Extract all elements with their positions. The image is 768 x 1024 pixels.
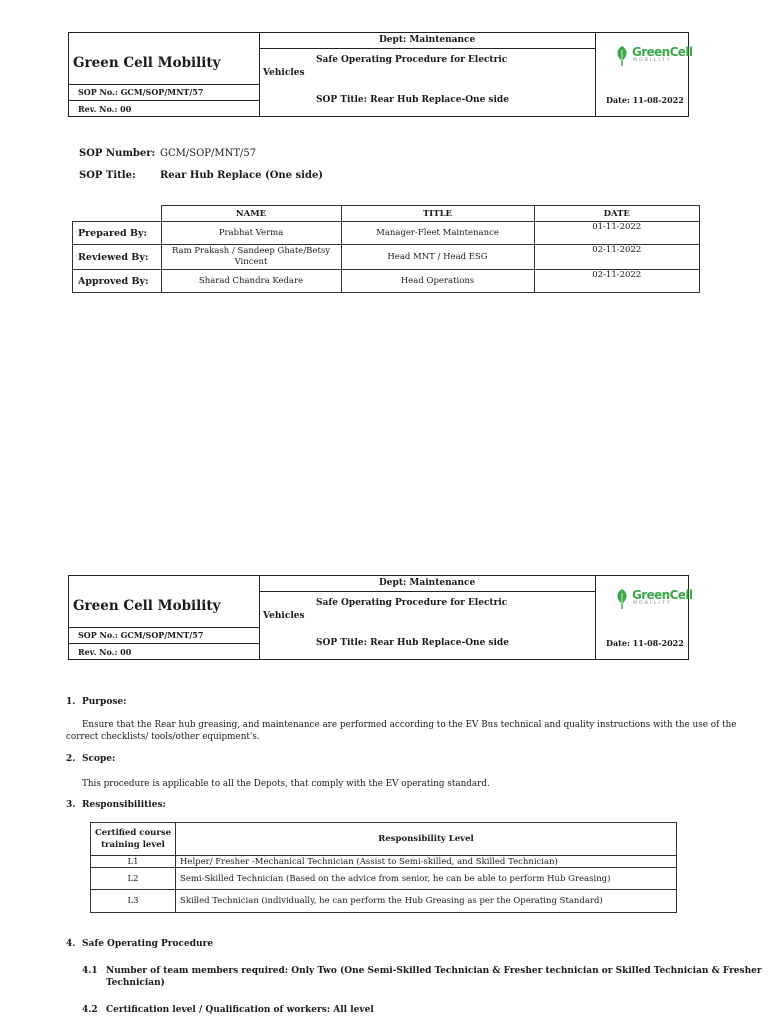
col-header-name: NAME: [161, 206, 341, 222]
sop-title-value: Rear Hub Replace (One side): [160, 170, 324, 181]
company-name: Green Cell Mobility: [73, 55, 221, 71]
responsibilities-heading: Responsibilities:: [82, 800, 166, 810]
col-header-training-line2: training level: [101, 840, 165, 850]
approval-table: [72, 205, 700, 293]
sop-no: SOP No.: GCM/SOP/MNT/57: [78, 87, 204, 97]
item-4-1-number: 4.1: [82, 966, 98, 976]
item-4-2-number: 4.2: [82, 1005, 98, 1015]
responsibility-row-l3: [91, 890, 677, 913]
responsibility-table: [90, 822, 677, 913]
procedure-title-line1: Safe Operating Procedure for Electric: [316, 598, 508, 608]
logo-name: GreenCell: [632, 588, 693, 602]
name-approved: Sharad Chandra Kedare: [161, 270, 341, 293]
logo-subtitle: MOBILITY: [633, 601, 672, 606]
role-reviewed: Reviewed By:: [73, 245, 162, 270]
purpose-text-line1: Ensure that the Rear hub greasing, and maintenance are performed according to the EV Bus technical and quality instructions with the use of the: [82, 720, 737, 730]
procedure-title-line2: Vehicles: [263, 611, 305, 621]
company-logo: [614, 588, 693, 610]
level-l3: L3: [91, 890, 176, 913]
role-approved: Approved By:: [73, 270, 162, 293]
name-reviewed-line1: Ram Prakash / Sandeep Ghate/Betsy: [171, 246, 331, 256]
scope-heading: Scope:: [82, 754, 116, 764]
col-header-title: TITLE: [341, 206, 534, 222]
safe-procedure-number: 4.: [66, 939, 76, 949]
sop-number-label: SOP Number:: [79, 148, 156, 159]
col-header-training-level: [91, 823, 176, 856]
purpose-number: 1.: [66, 697, 76, 707]
date-prepared: 01-11-2022: [534, 222, 700, 245]
name-reviewed-line2: Vincent: [234, 257, 268, 267]
header-date: Date: 11-08-2022: [606, 638, 684, 648]
logo-subtitle: MOBILITY: [633, 58, 672, 63]
item-4-1-text-line2: Technician): [106, 978, 165, 988]
page-header-1: [68, 32, 693, 117]
scope-number: 2.: [66, 754, 76, 764]
procedure-title-line1: Safe Operating Procedure for Electric: [316, 55, 508, 65]
level-l1: L1: [91, 856, 176, 868]
leaf-logo-icon: [614, 45, 630, 67]
rev-no: Rev. No.: 00: [78, 104, 132, 114]
item-4-2-text: Certification level / Qualification of workers: All level: [106, 1005, 374, 1015]
col-header-date: DATE: [534, 206, 700, 222]
approval-row-reviewed: [73, 245, 700, 270]
purpose-text-line2: correct checklists/ tools/other equipment's.: [66, 732, 260, 742]
leaf-logo-icon: [614, 588, 630, 610]
sop-no: SOP No.: GCM/SOP/MNT/57: [78, 630, 204, 640]
dept-label: Dept: Maintenance: [379, 35, 476, 45]
purpose-heading: Purpose:: [82, 697, 127, 707]
item-4-1-text-line1: Number of team members required: Only Two (One Semi-Skilled Technician & Fresher technician or Skilled Technician & Fresher: [106, 966, 762, 976]
role-prepared: Prepared By:: [73, 222, 162, 245]
dept-label: Dept: Maintenance: [379, 578, 476, 588]
company-name: Green Cell Mobility: [73, 598, 221, 614]
company-logo: [614, 45, 693, 67]
sop-title-label: SOP Title:: [79, 170, 136, 181]
approval-row-prepared: [73, 222, 700, 245]
desc-l1: Helper/ Fresher -Mechanical Technician (Assist to Semi-skilled, and Skilled Technician): [176, 856, 677, 868]
safe-procedure-heading: Safe Operating Procedure: [82, 939, 214, 949]
sop-number-value: GCM/SOP/MNT/57: [160, 148, 257, 159]
approval-row-approved: [73, 270, 700, 293]
date-approved: 02-11-2022: [534, 270, 700, 293]
name-prepared: Prabhat Verma: [161, 222, 341, 245]
procedure-title-line2: Vehicles: [263, 68, 305, 78]
col-header-responsibility: Responsibility Level: [176, 823, 677, 856]
header-date: Date: 11-08-2022: [606, 95, 684, 105]
rev-no: Rev. No.: 00: [78, 647, 132, 657]
title-prepared: Manager-Fleet Maintenance: [341, 222, 534, 245]
responsibilities-number: 3.: [66, 800, 76, 810]
name-reviewed: [161, 245, 341, 270]
scope-text: This procedure is applicable to all the Depots, that comply with the EV operating standard.: [82, 779, 490, 789]
logo-name: GreenCell: [632, 45, 693, 59]
sop-title-header: SOP Title: Rear Hub Replace-One side: [316, 638, 509, 648]
approval-corner: [73, 206, 162, 222]
col-header-training-line1: Certified course: [95, 828, 171, 838]
desc-l3: Skilled Technician (individually, he can perform the Hub Greasing as per the Operating Standard): [176, 890, 677, 913]
page-header-2: [68, 575, 693, 660]
responsibility-row-l1: [91, 856, 677, 868]
title-reviewed: Head MNT / Head ESG: [341, 245, 534, 270]
date-reviewed: 02-11-2022: [534, 245, 700, 270]
responsibility-row-l2: [91, 868, 677, 890]
title-approved: Head Operations: [341, 270, 534, 293]
level-l2: L2: [91, 868, 176, 890]
sop-title-header: SOP Title: Rear Hub Replace-One side: [316, 95, 509, 105]
desc-l2: Semi-Skilled Technician (Based on the advice from senior, he can be able to perform Hub Greasing): [176, 868, 677, 890]
